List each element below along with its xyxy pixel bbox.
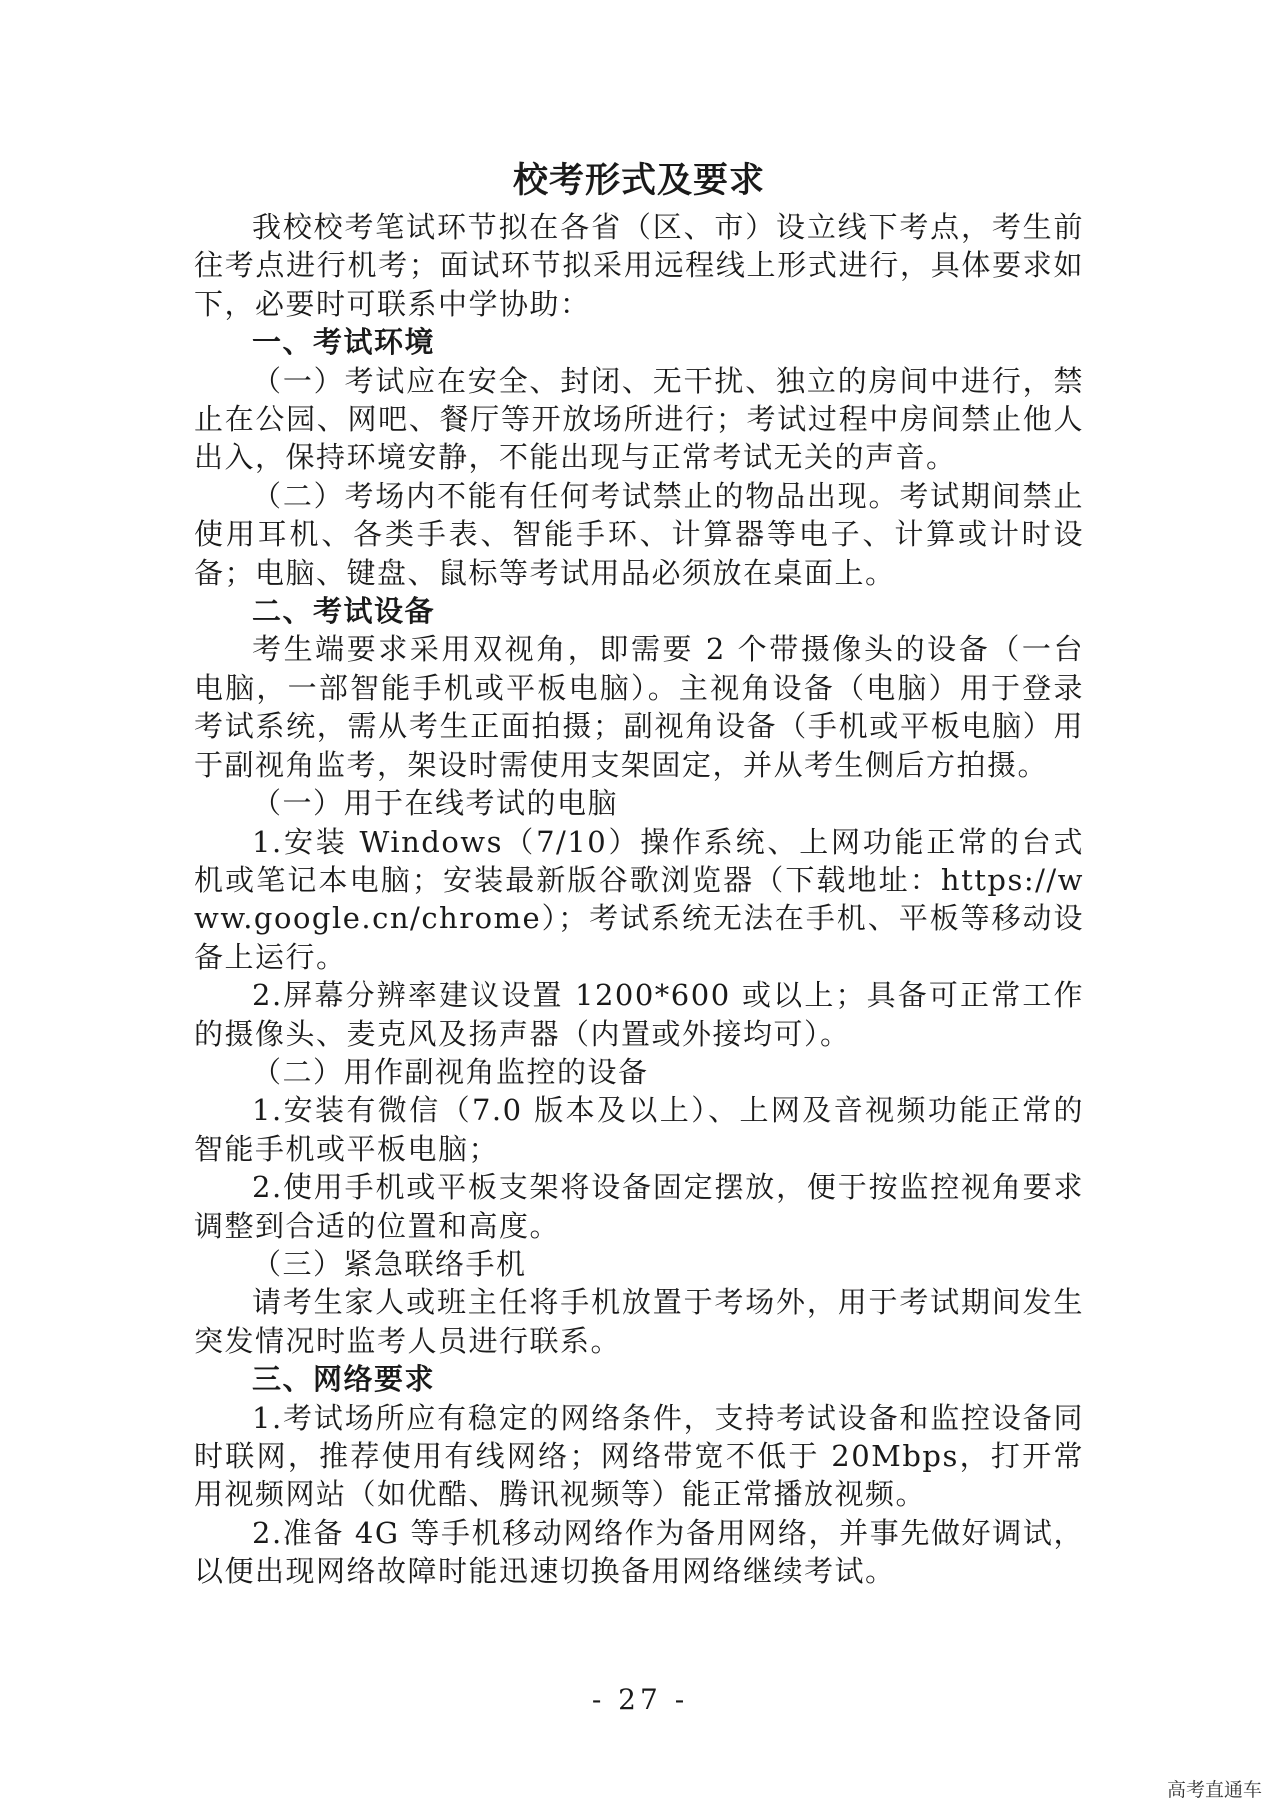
subheading-secondary-device: （二）用作副视角监控的设备	[252, 1054, 649, 1089]
section-heading-equipment: 二、考试设备	[252, 594, 436, 629]
emergency-phone-text: 请考生家人或班主任将手机放置于考场外，用于考试期间发生突发情况时监考人员进行联系。	[194, 1285, 1084, 1358]
computer-item-2: 2.屏幕分辨率建议设置 1200*600 或以上；具备可正常工作的摄像头、麦克风及扬声器（内置或外接均可）。	[194, 978, 1084, 1051]
watermark-text: 高考直通车	[1166, 1779, 1262, 1801]
secondary-device-item-1: 1.安装有微信（7.0 版本及以上）、上网及音视频功能正常的智能手机或平板电脑；	[194, 1093, 1084, 1166]
intro-paragraph: 我校校考笔试环节拟在各省（区、市）设立线下考点，考生前往考点进行机考；面试环节拟采用远程线上形式进行，具体要求如下，必要时可联系中学协助：	[194, 210, 1084, 321]
document-page	[194, 158, 1084, 1591]
page-number: - 27 -	[591, 1683, 689, 1716]
computer-item-1: 1.安装 Windows（7/10）操作系统、上网功能正常的台式机或笔记本电脑；安装最新版谷歌浏览器（下载地址：https://www.google.cn/chrome）；考试系统无法在手机、平板等移动设备上运行。	[194, 824, 1084, 974]
environment-item-2: （二）考场内不能有任何考试禁止的物品出现。考试期间禁止使用耳机、各类手表、智能手环、计算器等电子、计算或计时设备；电脑、键盘、鼠标等考试用品必须放在桌面上。	[194, 478, 1084, 590]
section-heading-network: 三、网络要求	[252, 1362, 436, 1397]
document-title: 校考形式及要求	[512, 160, 765, 201]
section-heading-environment: 一、考试环境	[252, 325, 436, 360]
environment-item-1: （一）考试应在安全、封闭、无干扰、独立的房间中进行，禁止在公园、网吧、餐厅等开放场所进行；考试过程中房间禁止他人出入，保持环境安静，不能出现与正常考试无关的声音。	[194, 363, 1084, 475]
secondary-device-item-2: 2.使用手机或平板支架将设备固定摆放，便于按监控视角要求调整到合适的位置和高度。	[194, 1170, 1084, 1243]
subheading-emergency-phone: （三）紧急联络手机	[252, 1246, 527, 1281]
network-item-2: 2.准备 4G 等手机移动网络作为备用网络，并事先做好调试，以便出现网络故障时能迅速切换备用网络继续考试。	[194, 1515, 1084, 1589]
equipment-intro: 考生端要求采用双视角，即需要 2 个带摄像头的设备（一台电脑，一部智能手机或平板电脑）。主视角设备（电脑）用于登录考试系统，需从考生正面拍摄；副视角设备（手机或平板电脑）用于副视角监考，架设时需使用支架固定，并从考生侧后方拍摄。	[194, 632, 1084, 782]
network-item-1: 1.考试场所应有稳定的网络条件，支持考试设备和监控设备同时联网，推荐使用有线网络；网络带宽不低于 20Mbps，打开常用视频网站（如优酷、腾讯视频等）能正常播放视频。	[194, 1400, 1084, 1512]
subheading-computer: （一）用于在线考试的电脑	[252, 786, 619, 821]
